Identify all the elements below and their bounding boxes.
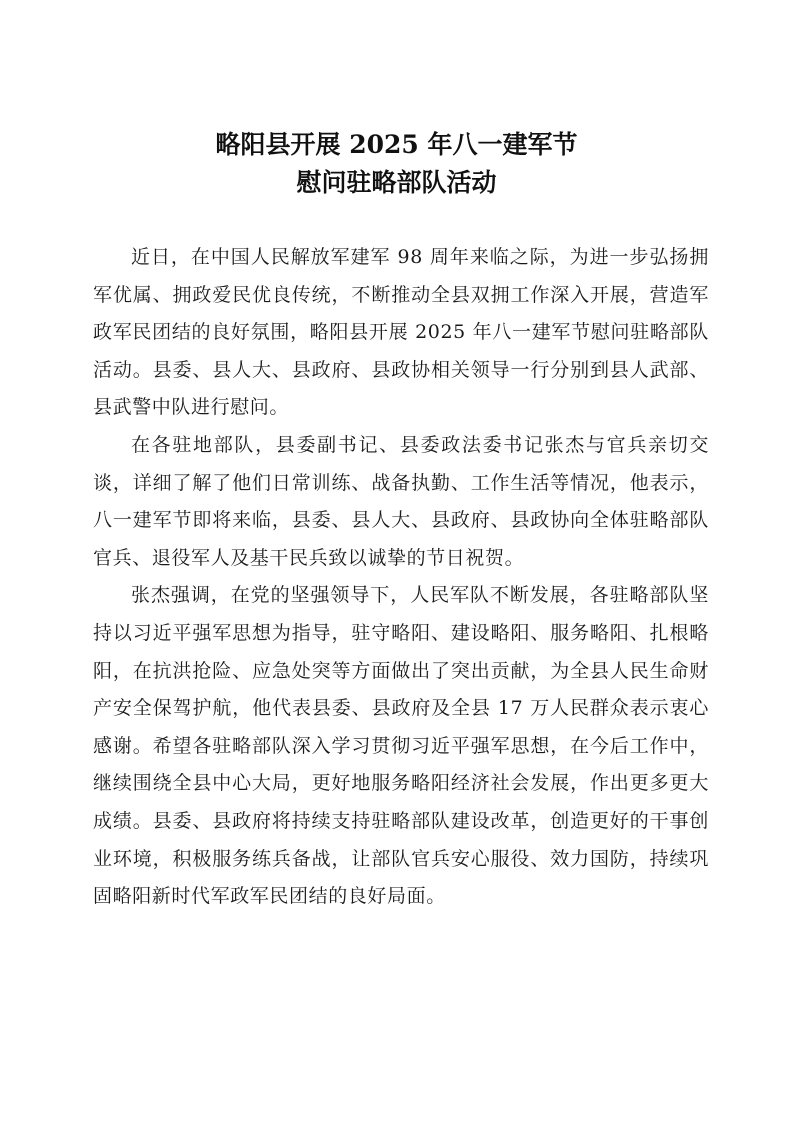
paragraph: 近日，在中国人民解放军建军 98 周年来临之际，为进一步弘扬拥军优属、拥政爱民优良传统，不断推动全县双拥工作深入开展，营造军政军民团结的良好氛围，略阳县开展 2025 年八一建军节慰问驻略部队活动。县委、县人大、县政府、县政协相关领导一行分别到县人武部、县武警中队进行慰问。 [93, 246, 709, 419]
paragraph: 在各驻地部队，县委副书记、县委政法委书记张杰与官兵亲切交谈，详细了解了他们日常训练、战备执勤、工作生活等情况，他表示，八一建军节即将来临，县委、县人大、县政府、县政协向全体驻略部队官兵、退役军人及基干民兵致以诚挚的节日祝贺。 [93, 433, 709, 569]
title-line-1: 略阳县开展 2025 年八一建军节 [215, 130, 578, 159]
paragraph: 张杰强调，在党的坚强领导下，人民军队不断发展，各驻略部队坚持以习近平强军思想为指导，驻守略阳、建设略阳、服务略阳、扎根略阳，在抗洪抢险、应急处突等方面做出了突出贡献，为全县人民生命财产安全保驾护航，他代表县委、县政府及全县 17 万人民群众表示衷心感谢。希望各驻略部队深入学习贯彻习近平强军思想，在今后工作中，继续围绕全县中心大局，更好地服务略阳经济社会发展，作出更多更大成绩。县委、县政府将持续支持驻略部队建设改革，创造更好的干事创业环境，积极服务练兵备战，让部队官兵安心服役、效力国防，持续巩固略阳新时代军政军民团结的良好局面。 [93, 584, 709, 908]
document-title [0, 126, 793, 202]
title-line-2: 慰问驻略部队活动 [296, 168, 497, 197]
document-body [93, 239, 709, 916]
